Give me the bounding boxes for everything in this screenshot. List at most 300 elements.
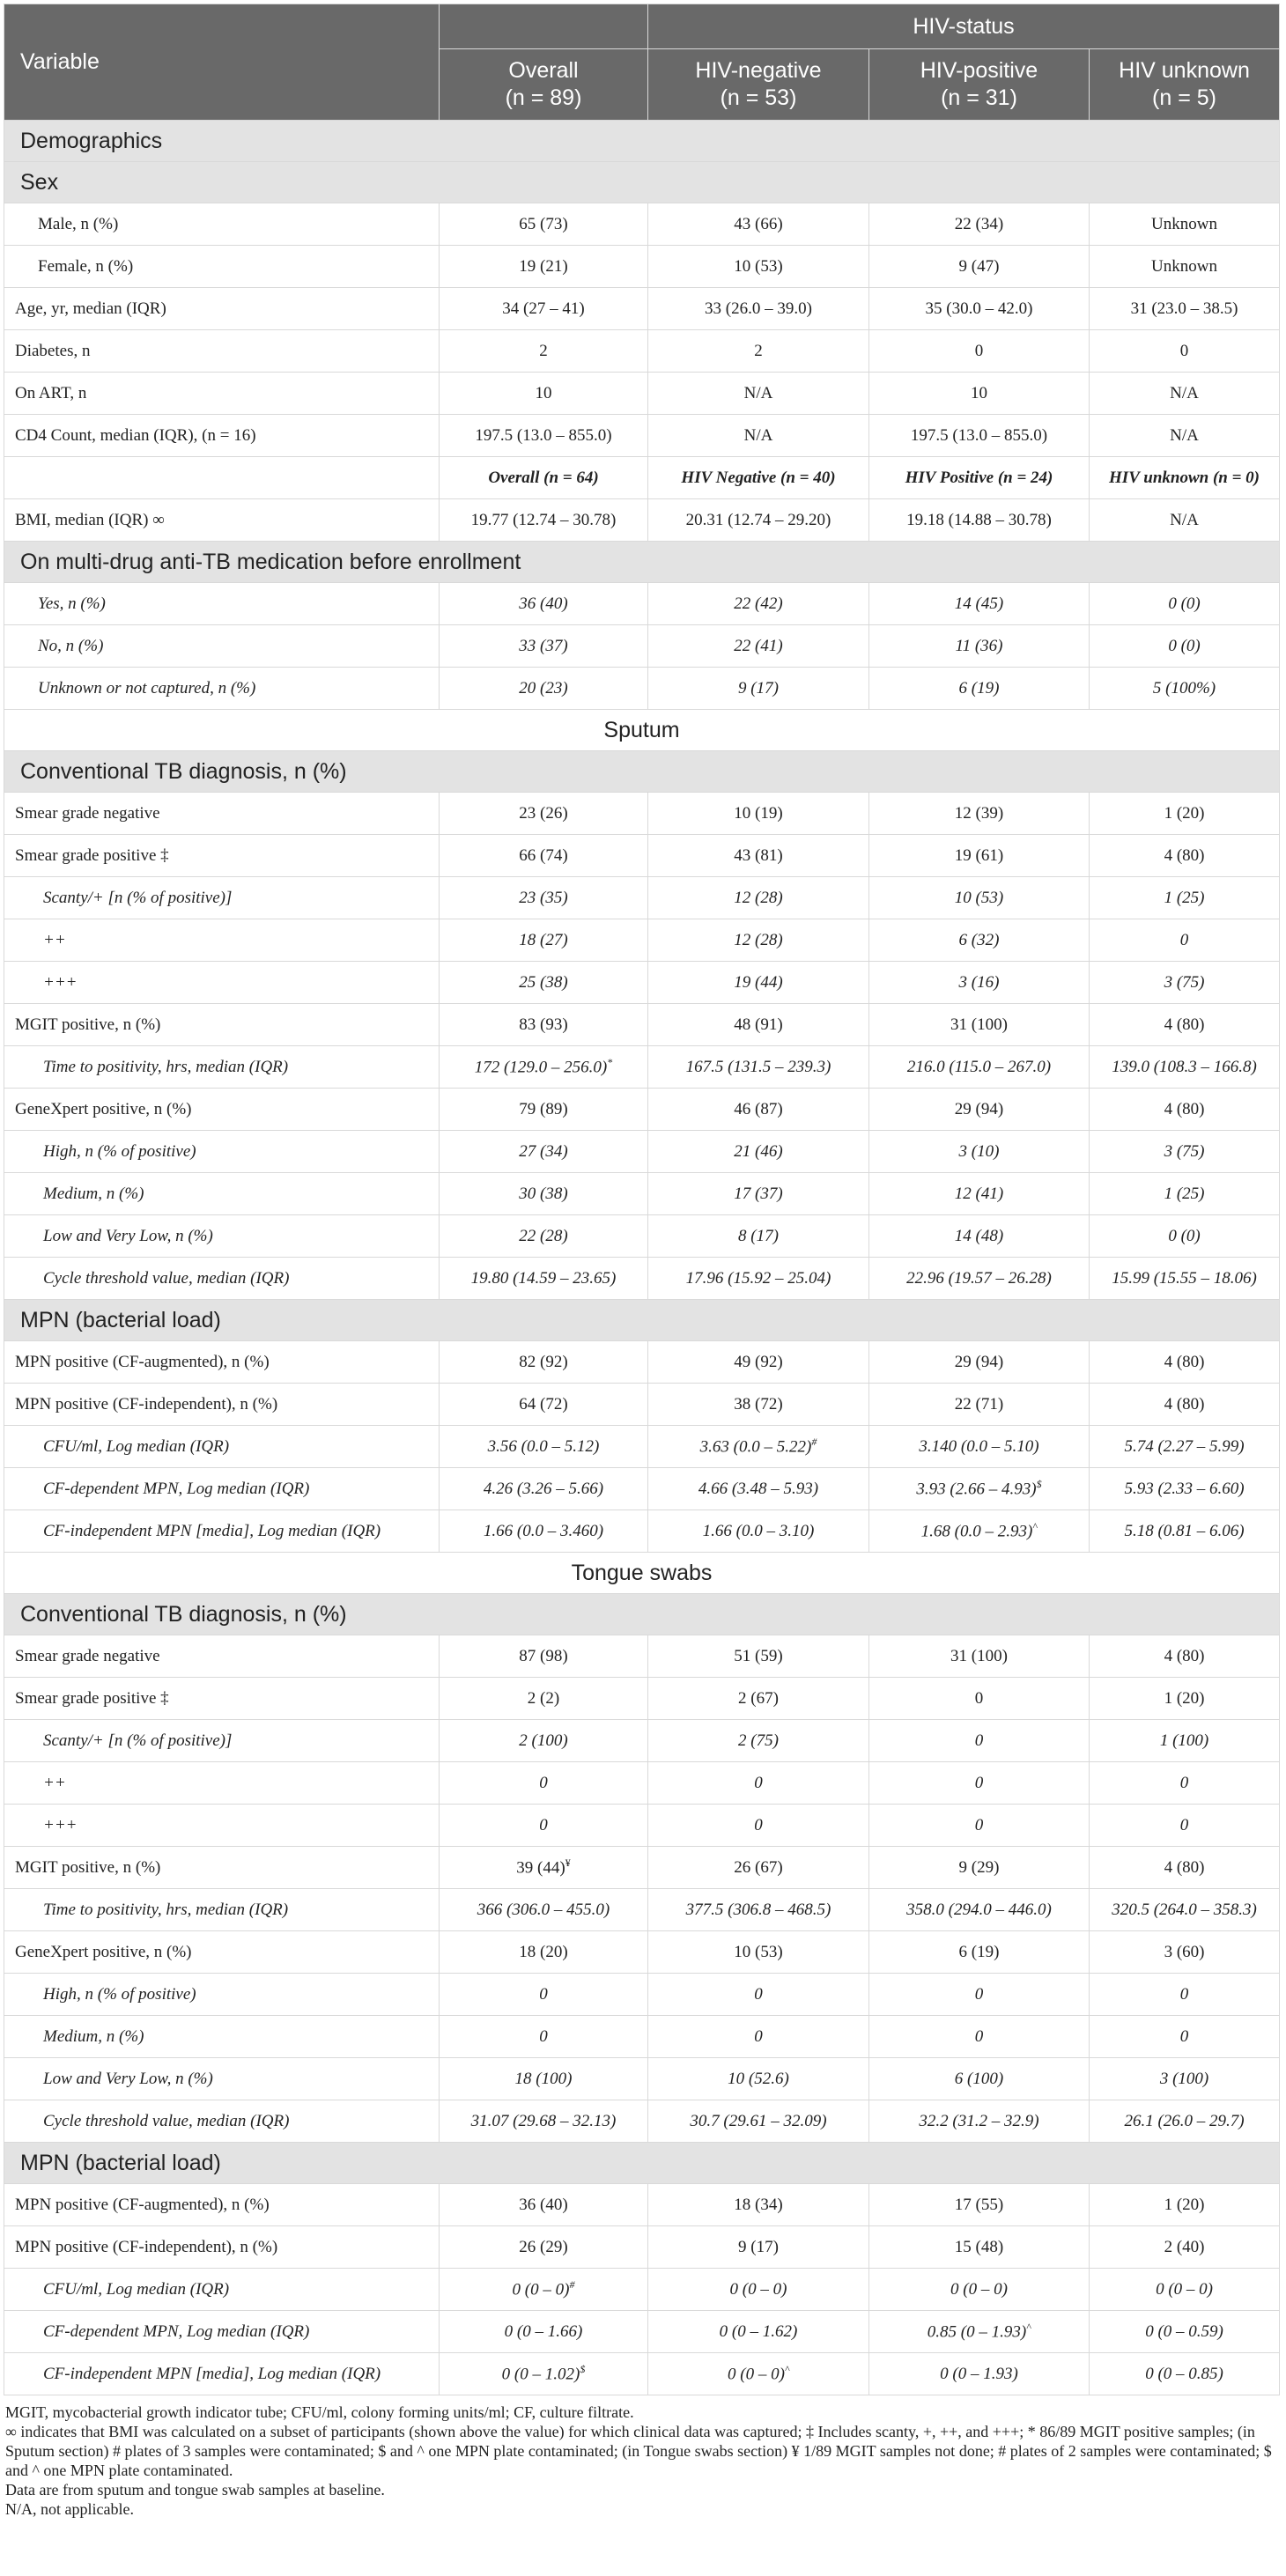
table-row <box>4 835 1280 877</box>
cell-text: 0 <box>974 1815 984 1834</box>
cell-value <box>440 1089 648 1131</box>
cell-text: 66 (74) <box>519 845 568 865</box>
cell-value <box>648 1258 869 1300</box>
cell-text: 377.5 (306.8 – 468.5) <box>685 1900 831 1919</box>
cell-value <box>1090 2100 1280 2143</box>
data-table <box>4 4 1280 2395</box>
cell-value <box>440 2058 648 2100</box>
cell-value <box>648 1762 869 1805</box>
cell-text: 3 (75) <box>1164 1141 1205 1161</box>
table-row <box>4 1004 1280 1046</box>
cell-text: 12 (28) <box>734 930 783 949</box>
table-row <box>4 625 1280 668</box>
row-label: Low and Very Low, n (%) <box>4 1215 440 1258</box>
cell-value <box>869 1889 1090 1931</box>
section-header-row <box>4 710 1280 751</box>
cell-value <box>869 415 1090 457</box>
row-label: GeneXpert positive, n (%) <box>4 1089 440 1131</box>
cell-text: 9 (17) <box>738 2237 779 2256</box>
cell-text: 2 (67) <box>738 1688 779 1708</box>
bmi-subheader-cell: Overall (n = 64) <box>440 457 648 499</box>
cell-value <box>648 793 869 835</box>
cell-text: 0 <box>974 1984 984 2004</box>
row-label: CFU/ml, Log median (IQR) <box>4 2269 440 2311</box>
cell-text: N/A <box>743 383 773 402</box>
row-label: Male, n (%) <box>4 203 440 246</box>
cell-value <box>869 1341 1090 1384</box>
cell-text: 0 <box>539 2026 548 2046</box>
cell-text: 4 (80) <box>1164 1015 1205 1034</box>
cell-value <box>1090 2016 1280 2058</box>
cell-text: 43 (66) <box>734 214 783 233</box>
cell-value <box>1090 330 1280 373</box>
cell-text: 0 <box>754 2026 763 2046</box>
cell-value <box>648 415 869 457</box>
row-label: MPN positive (CF-independent), n (%) <box>4 2226 440 2269</box>
table-row <box>4 962 1280 1004</box>
cell-text: 0 (0 – 1.02) <box>501 2365 580 2384</box>
cell-value <box>648 583 869 625</box>
group-header-hiv-unknown <box>1090 49 1280 121</box>
section-title: Demographics <box>4 121 1280 162</box>
cell-text: 15 (48) <box>954 2237 1004 2256</box>
footnote-marker: ¥ <box>565 1856 571 1870</box>
cell-value <box>869 2269 1090 2311</box>
row-label: +++ <box>4 962 440 1004</box>
row-label: ++ <box>4 919 440 962</box>
cell-text: 139.0 (108.3 – 166.8) <box>1112 1057 1257 1076</box>
cell-text: 10 (52.6) <box>728 2069 789 2088</box>
cell-value <box>648 835 869 877</box>
cell-text: 1 (20) <box>1164 1688 1205 1708</box>
cell-value <box>869 835 1090 877</box>
cell-value <box>1090 1974 1280 2016</box>
cell-value <box>648 1131 869 1173</box>
cell-value <box>869 2226 1090 2269</box>
cell-text: 0 <box>754 1773 763 1792</box>
cell-value <box>648 877 869 919</box>
footnote-marker: ^ <box>1026 2321 1031 2334</box>
cell-value <box>440 1847 648 1889</box>
header-spacer <box>440 4 648 49</box>
table-row <box>4 877 1280 919</box>
footnote: N/A, not applicable. <box>5 2500 134 2518</box>
empty-cell <box>4 457 440 499</box>
cell-text: 20.31 (12.74 – 29.20) <box>685 510 831 529</box>
cell-value <box>1090 2058 1280 2100</box>
table-row <box>4 373 1280 415</box>
cell-value <box>440 1720 648 1762</box>
cell-text: 2 <box>539 341 548 360</box>
cell-value <box>1090 1046 1280 1089</box>
hiv-status-header: HIV-status <box>648 4 1280 49</box>
cell-value <box>1090 583 1280 625</box>
cell-text: 1 (100) <box>1159 1731 1209 1750</box>
cell-value <box>648 2100 869 2143</box>
cell-value <box>440 2100 648 2143</box>
cell-value <box>440 2016 648 2058</box>
cell-text: 39 (44) <box>516 1858 565 1878</box>
row-label: Time to positivity, hrs, median (IQR) <box>4 1889 440 1931</box>
cell-text: 5.74 (2.27 – 5.99) <box>1124 1436 1245 1456</box>
cell-text: 23 (26) <box>519 803 568 823</box>
cell-text: 320.5 (264.0 – 358.3) <box>1112 1900 1257 1919</box>
cell-text: 1.66 (0.0 – 3.10) <box>702 1521 815 1540</box>
cell-value <box>440 1889 648 1931</box>
cell-value <box>869 1131 1090 1173</box>
cell-value <box>1090 288 1280 330</box>
cell-value <box>1090 1889 1280 1931</box>
cell-text: 12 (39) <box>954 803 1004 823</box>
cell-text: 17 (55) <box>954 2195 1004 2214</box>
cell-value <box>440 2353 648 2395</box>
cell-value <box>440 1762 648 1805</box>
cell-value <box>869 1635 1090 1678</box>
cell-value <box>648 1089 869 1131</box>
cell-value <box>648 288 869 330</box>
cell-value <box>440 877 648 919</box>
cell-text: 18 (20) <box>519 1942 568 1961</box>
group-header-hiv-positive <box>869 49 1090 121</box>
row-label: Yes, n (%) <box>4 583 440 625</box>
section-header-row <box>4 1594 1280 1635</box>
section-title: Conventional TB diagnosis, n (%) <box>4 1594 1280 1635</box>
cell-value <box>1090 203 1280 246</box>
cell-value <box>1090 1258 1280 1300</box>
cell-value <box>440 1004 648 1046</box>
cell-value <box>440 203 648 246</box>
table-row <box>4 1678 1280 1720</box>
cell-value <box>869 583 1090 625</box>
cell-value <box>648 1974 869 2016</box>
cell-value <box>440 1426 648 1468</box>
section-header-row <box>4 121 1280 162</box>
cell-text: 0 (0 – 0) <box>950 2279 1008 2299</box>
cell-value <box>869 2058 1090 2100</box>
cell-value <box>1090 1847 1280 1889</box>
cell-text: 0 <box>1179 930 1189 949</box>
cell-value <box>440 919 648 962</box>
cell-text: 9 (47) <box>958 256 1000 276</box>
cell-value <box>1090 1426 1280 1468</box>
cell-text: 0 <box>1179 1984 1189 2004</box>
cell-text: 3 (75) <box>1164 972 1205 992</box>
section-header-row <box>4 751 1280 793</box>
cell-value <box>648 962 869 1004</box>
cell-text: 17 (37) <box>734 1184 783 1203</box>
cell-value <box>648 2269 869 2311</box>
cell-text: 0 <box>1179 341 1189 360</box>
cell-value <box>648 1889 869 1931</box>
header-row-top <box>4 4 1280 49</box>
cell-value <box>440 1468 648 1510</box>
cell-text: 6 (100) <box>954 2069 1004 2088</box>
cell-text: 4.26 (3.26 – 5.66) <box>483 1479 604 1498</box>
cell-value <box>1090 499 1280 542</box>
row-label: MPN positive (CF-independent), n (%) <box>4 1384 440 1426</box>
cell-value <box>869 2184 1090 2226</box>
row-label: Scanty/+ [n (% of positive)] <box>4 877 440 919</box>
cell-value <box>1090 2353 1280 2395</box>
cell-text: 2 (75) <box>738 1731 779 1750</box>
table-row <box>4 1805 1280 1847</box>
cell-text: 34 (27 – 41) <box>502 299 585 318</box>
cell-value <box>648 2058 869 2100</box>
table-row <box>4 203 1280 246</box>
cell-text: 1 (25) <box>1164 888 1205 907</box>
cell-text: 0 <box>974 341 984 360</box>
cell-value <box>1090 246 1280 288</box>
cell-value <box>440 246 648 288</box>
cell-value <box>869 288 1090 330</box>
cell-text: 2 (2) <box>527 1688 560 1708</box>
row-label: Age, yr, median (IQR) <box>4 288 440 330</box>
cell-text: 64 (72) <box>519 1394 568 1413</box>
cell-value <box>1090 2226 1280 2269</box>
group-n: (n = 31) <box>941 85 1017 110</box>
cell-text: 197.5 (13.0 – 855.0) <box>475 425 612 445</box>
cell-text: N/A <box>743 425 773 445</box>
table-row <box>4 1046 1280 1089</box>
cell-value <box>440 499 648 542</box>
cell-text: 26 (67) <box>734 1857 783 1877</box>
cell-text: 3 (16) <box>958 972 1000 992</box>
section-title: Tongue swabs <box>4 1553 1280 1594</box>
cell-text: 18 (27) <box>519 930 568 949</box>
section-title: Sex <box>4 162 1280 203</box>
cell-value <box>440 2269 648 2311</box>
row-label: CF-independent MPN [media], Log median (IQR) <box>4 2353 440 2395</box>
cell-value <box>648 2184 869 2226</box>
cell-text: 0 (0 – 0) <box>512 2280 570 2299</box>
cell-value <box>648 2226 869 2269</box>
cell-text: 0 <box>974 1731 984 1750</box>
cell-text: 31.07 (29.68 – 32.13) <box>470 2111 617 2130</box>
cell-value <box>648 1215 869 1258</box>
row-label: Smear grade negative <box>4 793 440 835</box>
cell-value <box>648 499 869 542</box>
table-row <box>4 1131 1280 1173</box>
section-title: On multi-drug anti-TB medication before enrollment <box>4 542 1280 583</box>
cell-text: 3.63 (0.0 – 5.22) <box>699 1437 812 1457</box>
cell-text: 6 (32) <box>958 930 1000 949</box>
cell-text: 8 (17) <box>738 1226 779 1245</box>
cell-value <box>440 1635 648 1678</box>
cell-value <box>869 877 1090 919</box>
cell-text: 6 (19) <box>958 678 1000 698</box>
section-header-row <box>4 542 1280 583</box>
cell-text: 5.18 (0.81 – 6.06) <box>1124 1521 1245 1540</box>
table-row <box>4 2226 1280 2269</box>
group-name: HIV-negative <box>695 58 822 83</box>
cell-text: N/A <box>1170 510 1199 529</box>
cell-text: 1 (25) <box>1164 1184 1205 1203</box>
cell-value <box>648 1426 869 1468</box>
cell-text: 27 (34) <box>519 1141 568 1161</box>
cell-value <box>869 1426 1090 1468</box>
cell-value <box>648 1510 869 1553</box>
table-row <box>4 1341 1280 1384</box>
cell-text: 38 (72) <box>734 1394 783 1413</box>
row-label: Time to positivity, hrs, median (IQR) <box>4 1046 440 1089</box>
cell-value <box>648 1004 869 1046</box>
row-label: Smear grade positive ‡ <box>4 1678 440 1720</box>
row-label: BMI, median (IQR) ∞ <box>4 499 440 542</box>
cell-value <box>440 962 648 1004</box>
cell-text: 4 (80) <box>1164 1099 1205 1118</box>
cell-text: 0 <box>974 2026 984 2046</box>
section-header-row <box>4 1300 1280 1341</box>
section-title: Conventional TB diagnosis, n (%) <box>4 751 1280 793</box>
table-row <box>4 1215 1280 1258</box>
cell-value <box>1090 415 1280 457</box>
cell-text: N/A <box>1170 425 1199 445</box>
section-title: MPN (bacterial load) <box>4 2143 1280 2184</box>
cell-text: 10 (19) <box>734 803 783 823</box>
cell-value <box>869 668 1090 710</box>
cell-text: 31 (23.0 – 38.5) <box>1130 299 1238 318</box>
cell-text: 79 (89) <box>519 1099 568 1118</box>
cell-value <box>440 835 648 877</box>
row-label: CF-independent MPN [media], Log median (IQR) <box>4 1510 440 1553</box>
cell-value <box>869 246 1090 288</box>
cell-text: 30.7 (29.61 – 32.09) <box>690 2111 827 2130</box>
table-row <box>4 583 1280 625</box>
section-title: MPN (bacterial load) <box>4 1300 1280 1341</box>
table-row <box>4 1762 1280 1805</box>
cell-text: 0.85 (0 – 1.93) <box>927 2322 1027 2342</box>
cell-text: 3.56 (0.0 – 5.12) <box>487 1436 600 1456</box>
cell-value <box>1090 2269 1280 2311</box>
cell-text: 6 (19) <box>958 1942 1000 1961</box>
cell-value <box>869 1215 1090 1258</box>
cell-text: 9 (17) <box>738 678 779 698</box>
cell-value <box>1090 1173 1280 1215</box>
cell-value <box>1090 1678 1280 1720</box>
cell-text: 31 (100) <box>950 1646 1008 1665</box>
cell-text: 19.80 (14.59 – 23.65) <box>470 1268 617 1288</box>
cell-value <box>648 1173 869 1215</box>
cell-text: 4 (80) <box>1164 1857 1205 1877</box>
cell-text: 0 (0 – 0.85) <box>1145 2364 1223 2383</box>
cell-text: 33 (26.0 – 39.0) <box>705 299 812 318</box>
table-row <box>4 668 1280 710</box>
cell-text: 0 <box>539 1773 548 1792</box>
cell-value <box>1090 1510 1280 1553</box>
cell-value <box>440 330 648 373</box>
cell-text: 30 (38) <box>519 1184 568 1203</box>
cell-text: 4 (80) <box>1164 1394 1205 1413</box>
row-label: Unknown or not captured, n (%) <box>4 668 440 710</box>
table-row <box>4 1258 1280 1300</box>
bmi-subheader-cell: HIV Negative (n = 40) <box>648 457 869 499</box>
cell-text: 0 (0 – 0.59) <box>1145 2321 1223 2341</box>
row-label: MPN positive (CF-augmented), n (%) <box>4 2184 440 2226</box>
cell-text: 19 (44) <box>734 972 783 992</box>
cell-text: 21 (46) <box>734 1141 783 1161</box>
row-label: Female, n (%) <box>4 246 440 288</box>
cell-value <box>648 668 869 710</box>
cell-value <box>1090 1004 1280 1046</box>
cell-text: 0 <box>974 1773 984 1792</box>
section-title: Sputum <box>4 710 1280 751</box>
cell-value <box>440 2226 648 2269</box>
cell-value <box>440 668 648 710</box>
cell-value <box>440 2184 648 2226</box>
table-row <box>4 1720 1280 1762</box>
cell-value <box>648 1847 869 1889</box>
cell-value <box>869 1173 1090 1215</box>
cell-value <box>1090 1215 1280 1258</box>
table-row <box>4 246 1280 288</box>
cell-value <box>440 1510 648 1553</box>
cell-value <box>1090 668 1280 710</box>
row-label: High, n (% of positive) <box>4 1131 440 1173</box>
cell-text: 3 (10) <box>958 1141 1000 1161</box>
cell-value <box>440 1384 648 1426</box>
cell-text: 22 (71) <box>954 1394 1004 1413</box>
footnote-marker: # <box>811 1436 817 1449</box>
cell-value <box>869 962 1090 1004</box>
row-label: GeneXpert positive, n (%) <box>4 1931 440 1974</box>
cell-text: 10 (53) <box>954 888 1004 907</box>
cell-value <box>869 1384 1090 1426</box>
cell-text: 4.66 (3.48 – 5.93) <box>698 1479 819 1498</box>
row-label: MGIT positive, n (%) <box>4 1004 440 1046</box>
table-row <box>4 330 1280 373</box>
cell-text: 10 (53) <box>734 256 783 276</box>
cell-text: 0 (0 – 1.62) <box>719 2321 798 2341</box>
cell-value <box>440 1678 648 1720</box>
cell-value <box>648 2353 869 2395</box>
cell-text: 19 (61) <box>954 845 1004 865</box>
cell-text: 366 (306.0 – 455.0) <box>477 1900 610 1919</box>
cell-text: 1 (20) <box>1164 803 1205 823</box>
cell-text: 0 (0) <box>1168 1226 1201 1245</box>
footnote-marker: ^ <box>1032 1520 1038 1533</box>
footnote: MGIT, mycobacterial growth indicator tube; CFU/ml, colony forming units/ml; CF, culture filtrate. <box>5 2403 634 2421</box>
cell-text: 14 (48) <box>954 1226 1004 1245</box>
cell-text: 31 (100) <box>950 1015 1008 1034</box>
cell-value <box>1090 1384 1280 1426</box>
cell-text: 0 <box>539 1984 548 2004</box>
cell-value <box>1090 2184 1280 2226</box>
cell-text: 2 (40) <box>1164 2237 1205 2256</box>
cell-text: 19.18 (14.88 – 30.78) <box>906 510 1052 529</box>
table-row <box>4 1931 1280 1974</box>
cell-text: 83 (93) <box>519 1015 568 1034</box>
cell-text: 43 (81) <box>734 845 783 865</box>
table-row <box>4 1974 1280 2016</box>
cell-text: 0 (0 – 1.93) <box>940 2364 1018 2383</box>
table-body <box>4 121 1280 2395</box>
cell-text: 51 (59) <box>734 1646 783 1665</box>
cell-text: 0 (0 – 0) <box>1156 2279 1213 2299</box>
cell-text: 33 (37) <box>519 636 568 655</box>
cell-text: 4 (80) <box>1164 1646 1205 1665</box>
cell-value <box>869 1468 1090 1510</box>
cell-value <box>1090 1931 1280 1974</box>
row-label: Scanty/+ [n (% of positive)] <box>4 1720 440 1762</box>
cell-text: 0 <box>539 1815 548 1834</box>
cell-value <box>869 203 1090 246</box>
cell-text: 49 (92) <box>734 1352 783 1371</box>
cell-value <box>440 1974 648 2016</box>
cell-text: 19.77 (12.74 – 30.78) <box>470 510 617 529</box>
cell-value <box>1090 919 1280 962</box>
cell-text: 0 (0) <box>1168 594 1201 613</box>
cell-text: 0 <box>754 1815 763 1834</box>
